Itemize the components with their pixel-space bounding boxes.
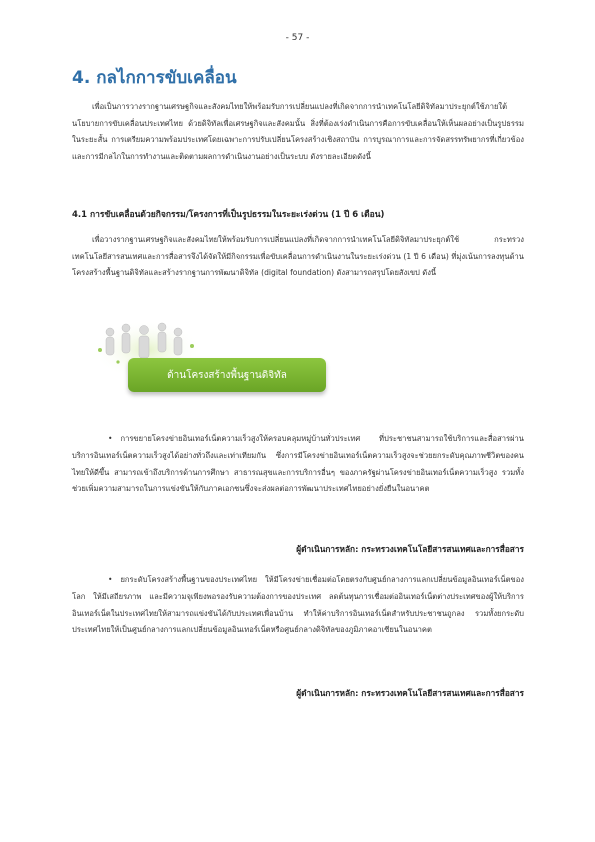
section-heading: 4.1 การขับเคลื่อนด้วยกิจกรรม/โครงการที่เป็นรูปธรรมในระยะเร่งด่วน (1 ปี 6 เดือน) — [72, 210, 385, 220]
bullet-text: การขยายโครงข่ายอินเทอร์เน็ตความเร็วสูงให้ครอบคลุมหมู่บ้านทั่วประเทศ ที่ประชาชนสามารถใช้บริการและสื่อสารผ่านบริการอินเทอร์เน็ตความเร็วสูงได้อย่างทั่วถึงและเท่าเทียมกัน ซึ่งการมีโครงข่ายอินเทอร์เน็ตความเร็วสูงจะช่วยยกระดับคุณภาพชีวิตของคนไทยให้ดีขึ้น สามารถเข้าถึงบริการด้านการศึกษา สาธารณสุขและการบริการอื่นๆ ของภาครัฐผ่านโครงข่ายอินเทอร์เน็ตความเร็วสูง รวมทั้งช่วยเพิ่มความสามารถในการแข่งขันให้กับภาคเอกชนซึ่งจะส่งผลต่อการพัฒนาประเทศไทยอย่างยั่งยืนในอนาคต — [72, 434, 524, 494]
page-number: - 57 - — [285, 33, 310, 43]
responsible-agency: ผู้ดำเนินการหลัก: กระทรวงเทคโนโลยีสารสนเทศและการสื่อสาร — [296, 688, 524, 698]
infrastructure-banner: ด้านโครงสร้างพื้นฐานดิจิทัล — [128, 358, 326, 392]
bullet-icon: • — [108, 575, 113, 584]
chapter-title: 4. กลไกการขับเคลื่อน — [72, 68, 237, 88]
section-paragraph: เพื่อวางรากฐานเศรษฐกิจและสังคมไทยให้พร้อมรับการเปลี่ยนแปลงที่เกิดจากการนำเทคโนโลยีดิจิทัลมาประยุกต์ใช้ กระทรวงเทคโนโลยีสารสนเทศและการสื่อสารจึงได้จัดให้มีกิจกรรมเพื่อขับเคลื่อนการดำเนินงานในระยะเร่งด่วน (1 ปี 6 เดือน) ที่มุ่งเน้นการลงทุนด้านโครงสร้างพื้นฐานดิจิทัลและสร้างรากฐานการพัฒนาดิจิทัล (digital foundation) ดังสามารถสรุปโดยสังเขป ดังนี้ — [72, 235, 524, 278]
bullet-text: ยกระดับโครงสร้างพื้นฐานของประเทศไทย ให้มีโครงข่ายเชื่อมต่อโดยตรงกับศูนย์กลางการแลกเปลี่ยนข้อมูลอินเทอร์เน็ตของโลก ให้มีเสถียรภาพ และมีความจุเพียงพอรองรับความต้องการของประเทศ ลดต้นทุนการเชื่อมต่ออินเทอร์เน็ตต่างประเทศของผู้ให้บริการอินเทอร์เน็ตในประเทศไทยให้สามารถแข่งขันได้กับประเทศเพื่อนบ้าน ทำให้ค่าบริการอินเทอร์เน็ตสำหรับประชาชนถูกลง รวมทั้งยกระดับประเทศไทยให้เป็นศูนย์กลางการแลกเปลี่ยนข้อมูลอินเทอร์เน็ตหรือศูนย์กลางดิจิทัลของภูมิภาคอาเซียนในอนาคต — [72, 575, 524, 635]
responsible-agency: ผู้ดำเนินการหลัก: กระทรวงเทคโนโลยีสารสนเทศและการสื่อสาร — [296, 544, 524, 554]
bullet-icon: • — [108, 434, 113, 443]
bullet-item — [72, 431, 524, 498]
infrastructure-figure — [92, 320, 332, 410]
bullet-item — [72, 572, 524, 639]
intro-paragraph: เพื่อเป็นการวางรากฐานเศรษฐกิจและสังคมไทยให้พร้อมรับการเปลี่ยนแปลงที่เกิดจากการนำเทคโนโลยีดิจิทัลมาประยุกต์ใช้ภายใต้นโยบายการขับเคลื่อนประเทศไทย ด้วยดิจิทัลเพื่อเศรษฐกิจและสังคมนั้น สิ่งที่ต้องเร่งดำเนินการคือการขับเคลื่อนให้เห็นผลอย่างเป็นรูปธรรมในระยะสั้น การเตรียมความพร้อมประเทศโดยเฉพาะการปรับเปลี่ยนโครงสร้างเชิงสถาบัน การบูรณาการและการจัดสรรทรัพยากรที่เกี่ยวข้อง และการมีกลไกในการทำงานและติดตามผลการดำเนินงานอย่างเป็นระบบ ดังรายละเอียดดังนี้ — [72, 102, 524, 161]
